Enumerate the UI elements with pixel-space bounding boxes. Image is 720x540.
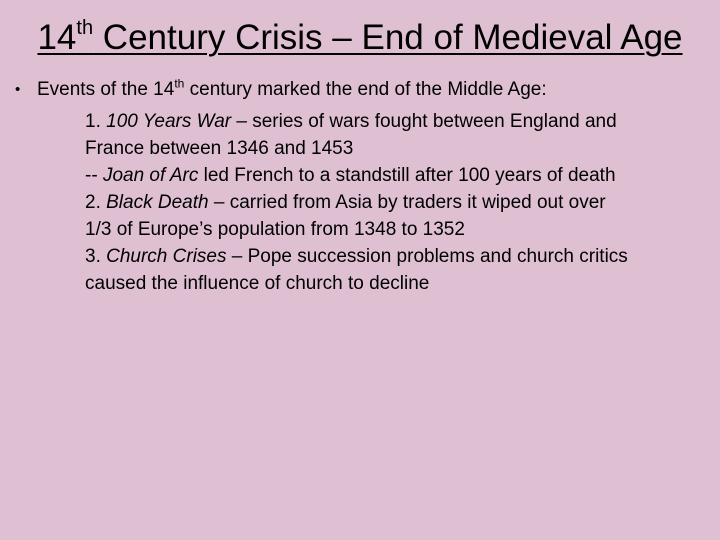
item-emphasis: Black Death [106,192,209,213]
item-text-cont: France between 1346 and 1453 [85,138,354,159]
bullet-text-post: century marked the end of the Middle Age: [184,79,547,100]
item-emphasis: Joan of Arc [102,165,199,186]
item-text: – carried from Asia by traders it wiped out over [208,192,606,213]
item-prefix: 3. [85,246,107,267]
item-emphasis: Church Crises [106,246,227,267]
list-item-church-cont [85,270,710,297]
item-text: – series of wars fought between England and [231,111,617,132]
title-suffix: th [76,17,94,40]
item-text-cont: caused the influence of church to decline [85,273,430,294]
list-item-black-death-cont [85,216,710,243]
title-number: 14 [37,18,77,57]
list-item-war [85,108,710,135]
main-bullet [15,76,705,104]
item-prefix: -- [85,165,103,186]
bullet-text-pre: Events of the 14 [37,79,175,100]
item-prefix: 1. [85,111,107,132]
list-item-joan [85,162,710,189]
item-prefix: 2. [85,192,107,213]
title-text: Century Crisis – End of Medieval Age [93,18,683,57]
item-text: led French to a standstill after 100 years of death [198,165,616,186]
item-text-cont: 1/3 of Europe’s population from 1348 to 1352 [85,219,465,240]
bullet-text-sup: th [174,76,185,91]
list-item-black-death [85,189,710,216]
slide-title [0,14,720,62]
list-item-war-cont [85,135,710,162]
item-emphasis: 100 Years War [106,111,232,132]
item-text: – Pope succession problems and church critics [226,246,628,267]
list-item-church [85,243,710,270]
bullet-marker: • [15,81,21,98]
sub-list [85,108,710,297]
